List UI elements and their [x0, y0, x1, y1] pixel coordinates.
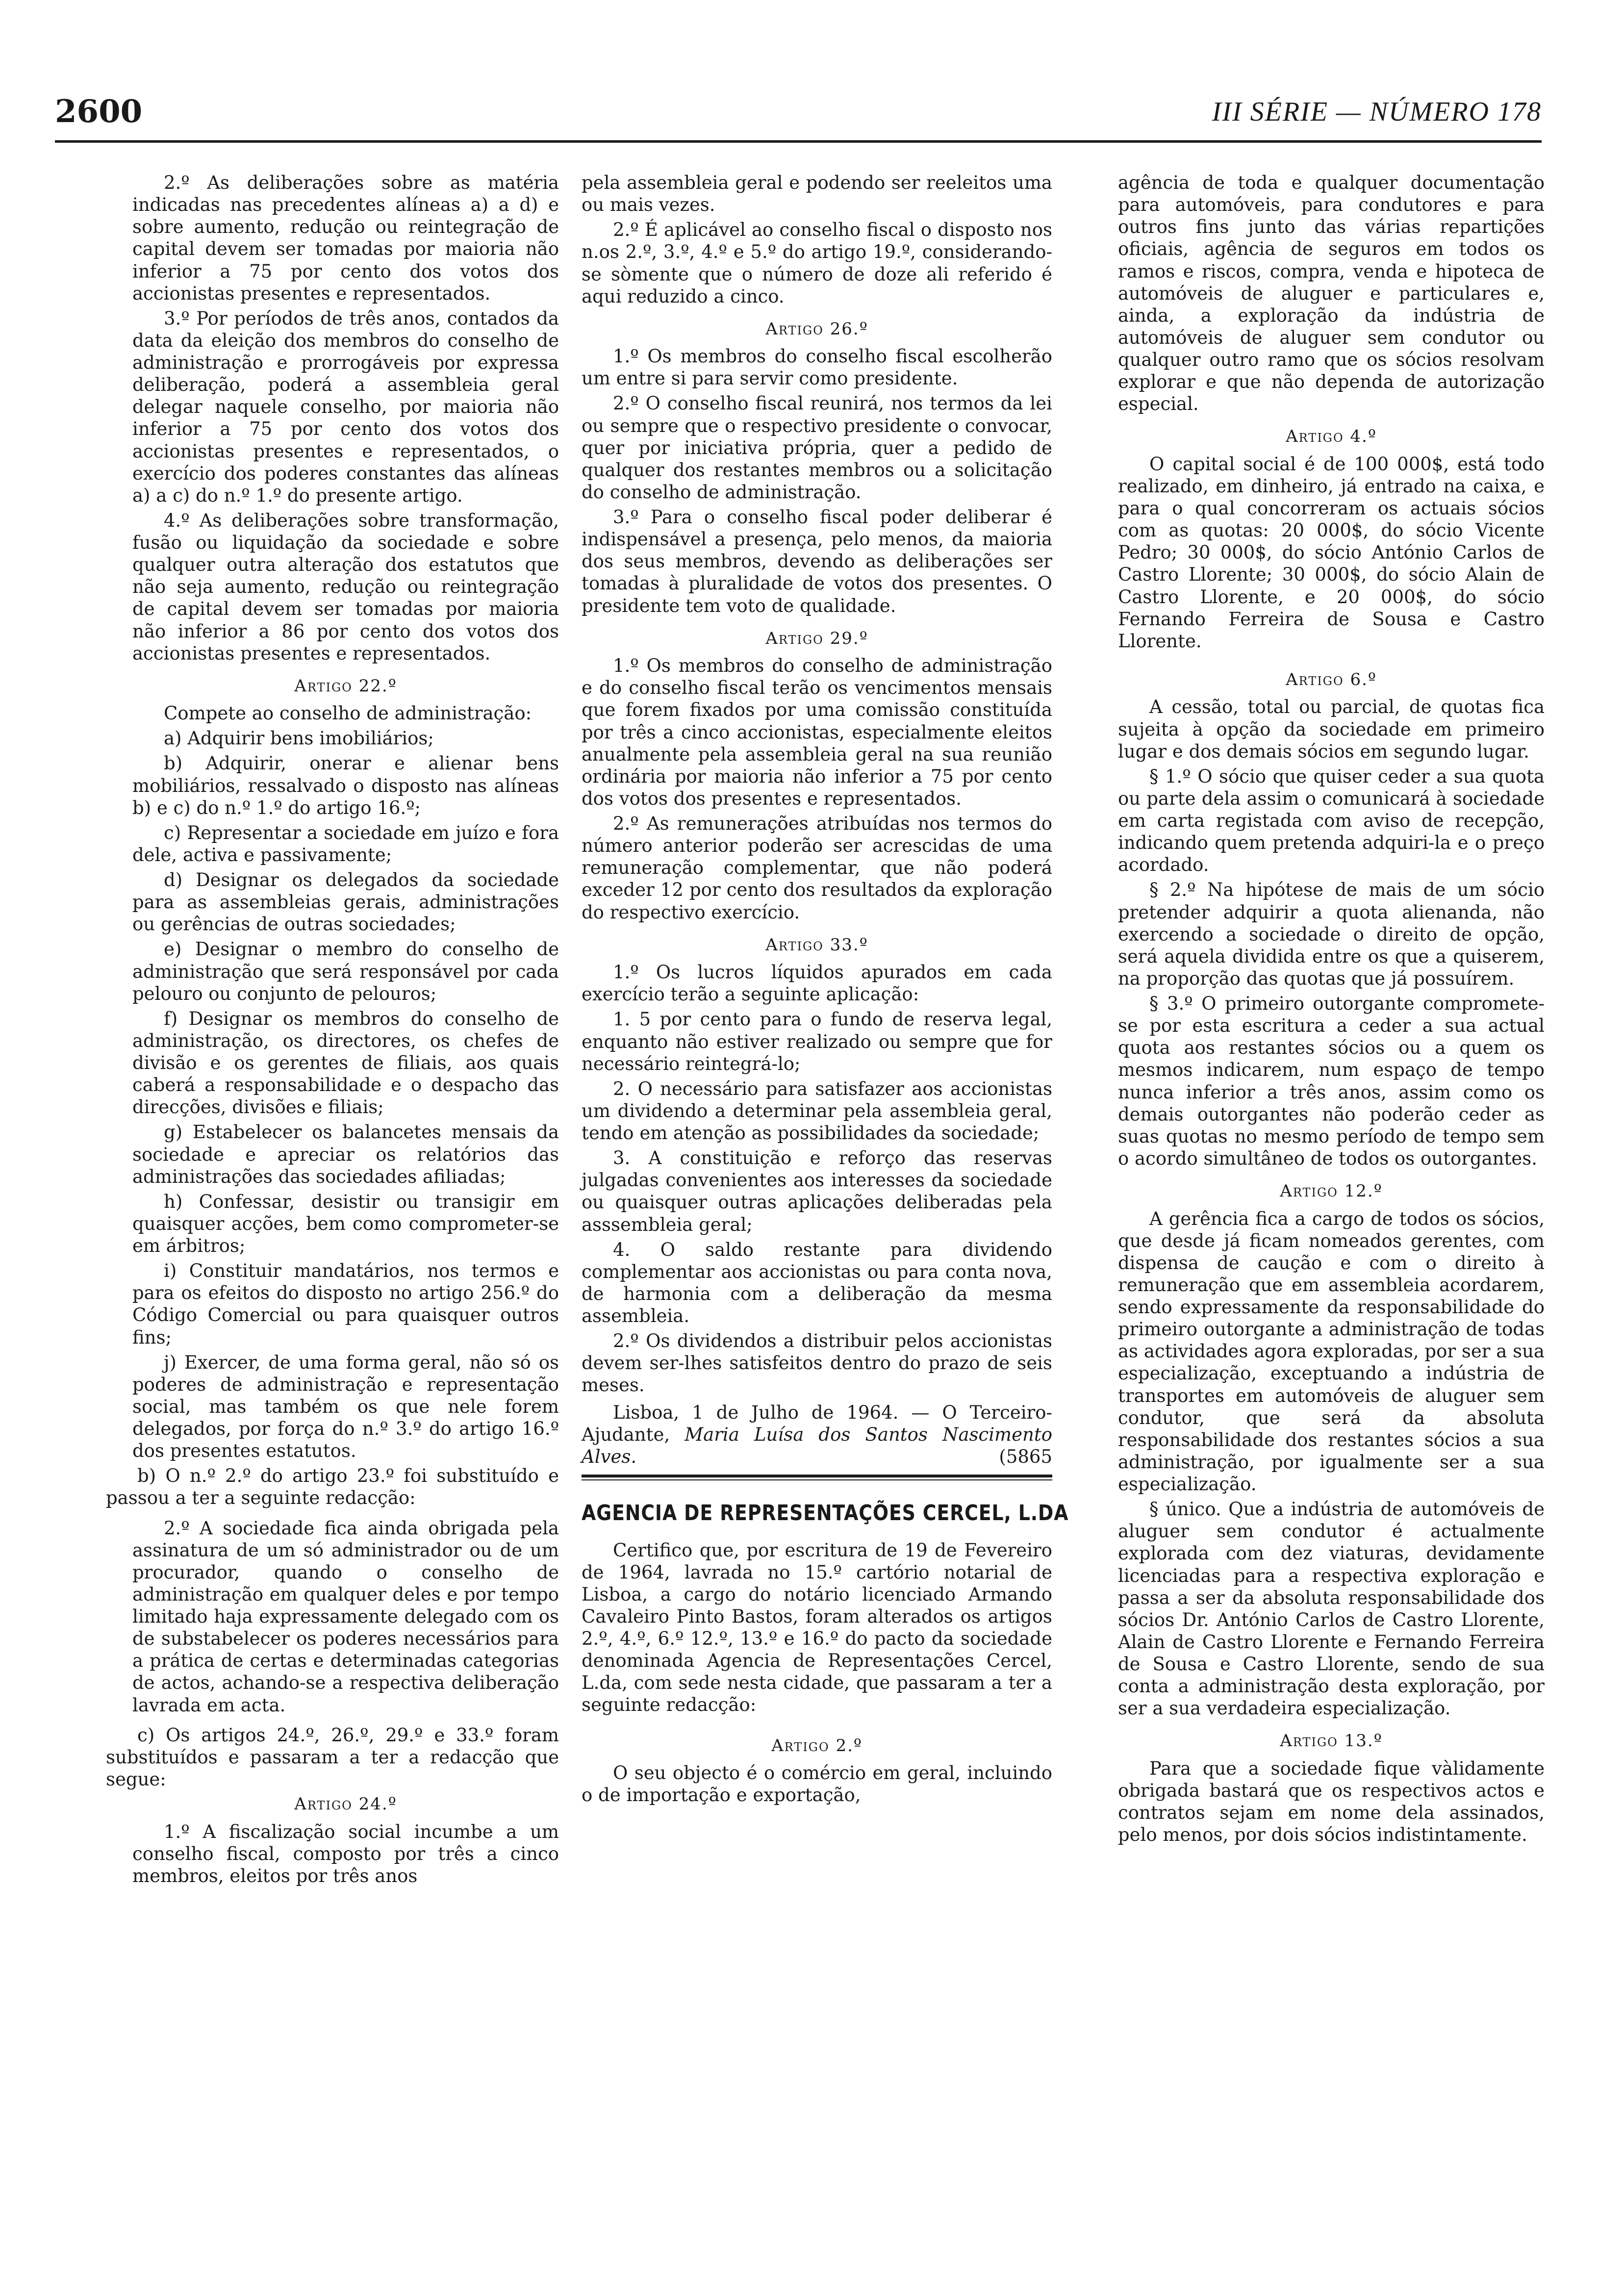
list-item: 4. O saldo restante para dividendo complementar aos accionistas ou para conta nova, de harmonia com a deliberação da mesma assembleia.	[582, 1239, 1052, 1327]
list-item: h) Confessar, desistir ou transigir em quaisquer acções, bem como comprometer-se em árbitros;	[132, 1191, 559, 1257]
paragraph: 1.º Os lucros líquidos apurados em cada exercício terão a seguinte aplicação:	[582, 962, 1052, 1005]
list-item: g) Estabelecer os balancetes mensais da sociedade e apreciar os relatórios das administrações das sociedades afiliadas;	[132, 1121, 559, 1187]
article-heading: Artigo 26.º	[765, 319, 868, 339]
paragraph: 3.º Por períodos de três anos, contados da data da eleição dos membros do conselho de administração e prorrogáveis por expressa deliberação, poderá a assembleia geral delegar naquele conselho, por maioria não inferior a 75 por cento dos votos dos accionistas presentes e representados, o exercício dos poderes constantes das alíneas a) a c) do n.º 1.º do presente artigo.	[132, 307, 559, 506]
paragraph: c) Os artigos 24.º, 26.º, 29.º e 33.º foram substituídos e passaram a ter a redacção que segue:	[106, 1724, 559, 1790]
paragraph: O capital social é de 100 000$, está todo realizado, em dinheiro, já entrado na caixa, e para o qual concorreram os actuais sócios com as quotas: 20 000$, do sócio Vicente Pedro; 30 000$, do sócio António Carlos de Castro Llorente; 30 000$, do sócio Alain de Castro Llorente, e 20 000$, do sócio Fernando Ferreira de Sousa e Castro Llorente.	[1118, 453, 1545, 652]
article-heading: Artigo 22.º	[294, 676, 397, 696]
paragraph: 2.º O conselho fiscal reunirá, nos termos da lei ou sempre que o respectivo presidente o convocar, quer por iniciativa própria, quer a pedido de qualquer dos restantes membros ou a solicitação do conselho de administração.	[582, 393, 1052, 503]
article-heading: Artigo 4.º	[1286, 427, 1377, 447]
article-heading: Artigo 12.º	[1280, 1181, 1383, 1201]
list-item: 3. A constituição e reforço das reservas julgadas convenientes aos interesses da sociedade ou quaisquer outras aplicações deliberadas pela asssembleia geral;	[582, 1147, 1052, 1235]
paragraph: 2.º As remunerações atribuídas nos termos do número anterior poderão ser acrescidas de uma remuneração complementar, que não poderá exceder 12 por cento dos resultados da exploração do respectivo exercício.	[582, 813, 1052, 923]
section-separator	[582, 1479, 1052, 1480]
company-heading: AGENCIA DE REPRESENTAÇÕES CERCEL, L.DA	[582, 1500, 1069, 1526]
paragraph: 2.º Os dividendos a distribuir pelos accionistas devem ser-lhes satisfeitos dentro do prazo de seis meses.	[582, 1330, 1052, 1396]
signature-line: Lisboa, 1 de Julho de 1964. — O Terceiro-Ajudante, Maria Luísa dos Santos Nascimento Alves. (5865	[582, 1401, 1052, 1467]
list-item: f) Designar os membros do conselho de administração, os directores, os chefes de divisão e os gerentes de filiais, aos quais caberá a responsabilidade e o despacho das direcções, divisões e filiais;	[132, 1008, 559, 1118]
paragraph: b) O n.º 2.º do artigo 23.º foi substituído e passou a ter a seguinte redacção:	[106, 1465, 559, 1509]
paragraph: 4.º As deliberações sobre transformação, fusão ou liquidação da sociedade e sobre qualquer outra alteração dos estatutos que não seja aumento, redução ou reintegração de capital devem ser tomadas por maioria não inferior a 86 por cento dos votos dos accionistas presentes e representados.	[132, 509, 559, 664]
article-heading: Artigo 29.º	[765, 628, 868, 648]
paragraph: A gerência fica a cargo de todos os sócios, que desde já ficam nomeados gerentes, com dispensa de caução e com o direito à remuneração que em assembleia acordarem, sendo expressamente da responsabilidade do primeiro outorgante a administração de todas as actividades agora exploradas, por ser a sua especialização, exceptuando a indústria de transportes em automóveis de aluguer sem condutor, que será da absoluta responsabilidade dos restantes sócios a sua administração, por igualmente ser a sua especialização.	[1118, 1208, 1545, 1495]
article-heading: Artigo 6.º	[1286, 669, 1377, 689]
list-item: i) Constituir mandatários, nos termos e para os efeitos do disposto no artigo 256.º do Código Comercial ou para quaisquer outros fins;	[132, 1260, 559, 1348]
series-title: III SÉRIE — NÚMERO 178	[1212, 97, 1542, 127]
column-1	[106, 172, 559, 1890]
paragraph: Para que a sociedade fique vàlidamente obrigada bastará que os respectivos actos e contratos sejam em nome dela assinados, pelo menos, por dois sócios indistintamente.	[1118, 1757, 1545, 1846]
list-item: 2. O necessário para satisfazer aos accionistas um dividendo a determinar pela assembleia geral, tendo em atenção as possibilidades da sociedade;	[582, 1078, 1052, 1144]
column-3	[1118, 172, 1545, 1849]
paragraph: Compete ao conselho de administração:	[164, 703, 532, 724]
list-item: b) Adquirir, onerar e alienar bens mobiliários, ressalvado o disposto nas alíneas b) e c) do n.º 1.º do artigo 16.º;	[132, 753, 559, 818]
paragraph: 1.º Os membros do conselho fiscal escolherão um entre si para servir como presidente.	[582, 346, 1052, 389]
paragraph: 2.º As deliberações sobre as matéria indicadas nas precedentes alíneas a) a d) e sobre aumento, redução ou reintegração de capital devem ser tomadas por maioria não inferior a 75 por cento dos votos dos accionistas presentes e representados.	[132, 172, 559, 304]
list-item: d) Designar os delegados da sociedade para as assembleias gerais, administrações ou gerências de outras sociedades;	[132, 869, 559, 935]
section-separator	[582, 1475, 1052, 1477]
header-rule	[55, 140, 1542, 143]
list-item: e) Designar o membro do conselho de administração que será responsável por cada pelouro ou conjunto de pelouros;	[132, 939, 559, 1004]
list-item: 1. 5 por cento para o fundo de reserva legal, enquanto não estiver realizado ou sempre que for necessário reintegrá-lo;	[582, 1009, 1052, 1074]
list-item: a) Adquirir bens imobiliários;	[164, 728, 434, 749]
paragraph: Certifico que, por escritura de 19 de Fevereiro de 1964, lavrada no 15.º cartório notarial de Lisboa, a cargo do notário licenciado Armando Cavaleiro Pinto Bastos, foram alterados os artigos 2.º, 4.º, 6.º 12.º, 13.º e 16.º do pacto da sociedade denominada Agencia de Representações Cercel, L.da, com sede nesta cidade, que passaram a ter a seguinte redacção:	[582, 1539, 1052, 1716]
article-heading: Artigo 24.º	[294, 1794, 397, 1814]
paragraph: pela assembleia geral e podendo ser reeleitos uma ou mais vezes.	[582, 172, 1052, 216]
paragraph: A cessão, total ou parcial, de quotas fica sujeita à opção da sociedade em primeiro lugar e dos demais sócios em segundo lugar.	[1118, 696, 1545, 762]
article-heading: Artigo 2.º	[771, 1735, 863, 1756]
page-number: 2600	[55, 93, 143, 130]
paragraph: agência de toda e qualquer documentação para automóveis, para condutores e para outros fins junto das várias repartições oficiais, agência de seguros em todos os ramos e riscos, compra, venda e hipoteca de automóveis de aluguer e particulares e, ainda, a exploração da indústria de automóveis de aluguer sem condutor ou qualquer outro ramo que os sócios resolvam explorar e que não dependa de autorização especial.	[1118, 172, 1545, 415]
paragraph: § 2.º Na hipótese de mais de um sócio pretender adquirir a quota alienanda, não exercendo a sociedade o direito de opção, será aquela dividida entre os que a quiserem, na proporção das quotas que já possuírem.	[1118, 879, 1545, 989]
paragraph: 3.º Para o conselho fiscal poder deliberar é indispensável a presença, pelo menos, da maioria dos seus membros, devendo as deliberações ser tomadas à pluralidade de votos dos presentes. O presidente tem voto de qualidade.	[582, 507, 1052, 616]
list-item: j) Exercer, de uma forma geral, não só os poderes de administração e representação social, mas também os que nele forem delegados, por força do n.º 3.º do artigo 16.º dos presentes estatutos.	[132, 1351, 559, 1462]
paragraph: 1.º A fiscalização social incumbe a um conselho fiscal, composto por três a cinco membros, eleitos por três anos	[132, 1821, 559, 1886]
quoted-paragraph: 2.º A sociedade fica ainda obrigada pela assinatura de um só administrador ou de um procurador, quando o conselho de administração em qualquer deles e por tempo limitado haja expressamente delegado com os de substabelecer os poderes necessários para a prática de certas e determinadas categorias de actos, achando-se a respectiva deliberação lavrada em acta.	[132, 1517, 559, 1716]
column-2	[582, 172, 1069, 1809]
paragraph: § 3.º O primeiro outorgante compromete-se por esta escritura a ceder a sua actual quota aos restantes sócios ou a quem os mesmos indicarem, num espaço de tempo nunca inferior a três anos, assim como os demais outorgantes não poderão ceder as suas quotas no mesmo período de tempo sem o acordo simultâneo de todos os outorgantes.	[1118, 993, 1545, 1169]
paragraph: § 1.º O sócio que quiser ceder a sua quota ou parte dela assim o comunicará à sociedade em carta registada com aviso de recepção, indicando quem pretenda adquiri-la e o preço acordado.	[1118, 765, 1545, 876]
paragraph: 2.º É aplicável ao conselho fiscal o disposto nos n.os 2.º, 3.º, 4.º e 5.º do artigo 19.º, considerando-se sòmente que o número de doze ali referido é aqui reduzido a cinco.	[582, 219, 1052, 307]
list-item: c) Representar a sociedade em juízo e fora dele, activa e passivamente;	[132, 822, 559, 865]
paragraph: 1.º Os membros do conselho de administração e do conselho fiscal terão os vencimentos mensais que forem fixados por uma comissão constituída por três a cinco accionistas, especialmente eleitos anualmente pela assembleia geral na sua reunião ordinária por maioria não inferior a 75 por cento dos votos dos presentes e representados.	[582, 655, 1052, 809]
paragraph: § único. Que a indústria de automóveis de aluguer sem condutor é actualmente explorada com dez viaturas, devidamente licenciadas para a respectiva exploração e passa a ser da absoluta responsabilidade dos sócios Dr. António Carlos de Castro Llorente, Alain de Castro Llorente e Fernando Ferreira de Sousa e Castro Llorente, sendo de sua conta a administração desta exploração, por ser a sua verdadeira especialização.	[1118, 1499, 1545, 1719]
paragraph: O seu objecto é o comércio em geral, incluindo o de importação e exportação,	[582, 1762, 1052, 1806]
article-heading: Artigo 33.º	[765, 935, 868, 955]
article-heading: Artigo 13.º	[1280, 1731, 1383, 1751]
